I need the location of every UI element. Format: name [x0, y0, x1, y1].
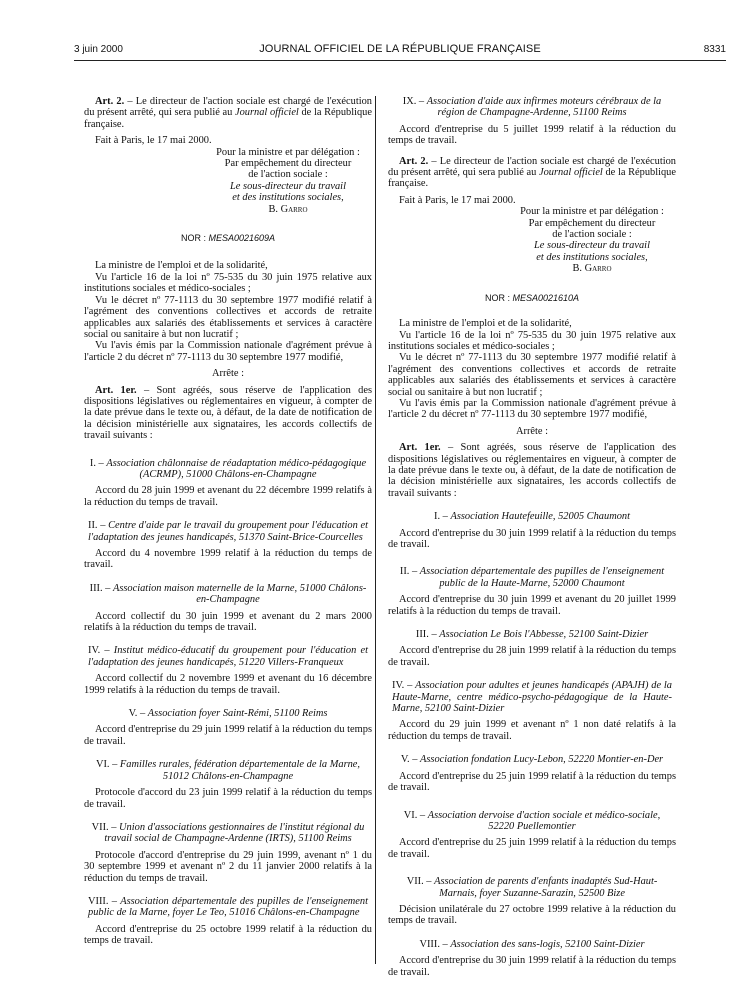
item-number: I. –	[434, 511, 451, 523]
item-body: Accord d'entreprise du 29 juin 1999 relatif à la réduction du temps de travail.	[84, 724, 372, 747]
nor-label: NOR :	[180, 233, 209, 244]
article-2	[388, 156, 676, 190]
item-number: I. –	[89, 457, 107, 469]
item-number: VIII. –	[419, 938, 451, 950]
signature-block	[204, 147, 372, 215]
article-1-text: – Sont agréés, sous réserve de l'application des dispositions législatives ou réglementaires en vigueur, à compter de la date prévue dans le texte ou, à défaut, de la date de notification de la décision ministérielle aux signataires, les accords collectifs de travail suivants :	[84, 384, 372, 442]
item-heading: Association départementale des pupilles de l'enseignement public de la Haute-Marne, 52000 Chaumont	[419, 566, 665, 589]
right-column	[388, 96, 676, 978]
item-heading: Association Hautefeuille, 52005 Chaumont	[450, 511, 630, 523]
article-2-text-a: – Le directeur de l'action sociale est chargé de l'exécution du présent arrêté, qui sera publié au	[84, 96, 372, 119]
item-body: Accord du 4 novembre 1999 relatif à la réduction du temps de travail.	[84, 548, 372, 571]
signature-block	[508, 206, 676, 274]
association-heading	[84, 759, 372, 782]
fait-a-paris: Fait à Paris, le 17 mai 2000.	[399, 194, 516, 206]
item-body: Accord d'entreprise du 25 juin 1999 relatif à la réduction du temps de travail.	[388, 837, 676, 860]
item-body: Protocole d'accord d'entreprise du 29 juin 1999, avenant nº 1 du 30 septembre 1999 et avenant nº 2 du 11 janvier 2000 relatifs à la réduction du temps de travail.	[84, 849, 372, 884]
item-number: VI. –	[403, 809, 428, 821]
item-number: III. –	[89, 582, 113, 594]
signature-line: Pour la ministre et par délégation :	[520, 206, 664, 218]
article-1-label: Art. 1er.	[399, 442, 441, 454]
signature-line: de l'action sociale :	[552, 229, 632, 241]
visa: Vu le décret nº 77-1113 du 30 septembre 1977 modifié relatif à l'agrément des conventions collectives et accords de retraite applicables aux salariés des établissements et services à caractère social ou sanitaire à but non lucratif ;	[388, 352, 676, 398]
item-number: IX. –	[402, 96, 427, 107]
item-body: Accord d'entreprise du 25 juin 1999 relatif à la réduction du temps de travail.	[388, 770, 676, 794]
visa: Vu le décret nº 77-1113 du 30 septembre 1977 modifié relatif à l'agrément des conventions collectives et accords de retraite applicables aux salariés des établissements et services à caractère social ou sanitaire à but non lucratif ;	[84, 294, 372, 340]
article-2-text-b: de la République française.	[388, 167, 676, 190]
visa: Vu l'article 16 de la loi nº 75-535 du 30 juin 1975 relative aux institutions sociales et médico-sociales ;	[84, 271, 372, 295]
ministre-line: La ministre de l'emploi et de la solidarité,	[95, 260, 268, 272]
item-heading: Association d'aide aux infirmes moteurs cérébraux de la région de Champagne-Ardenne, 51100 Reims	[426, 96, 662, 119]
arrete: Arrête :	[515, 425, 549, 437]
nor-code: MESA0021609A	[208, 233, 276, 244]
item-heading: Association foyer Saint-Rémi, 51100 Reims	[147, 708, 328, 720]
header-rule	[74, 60, 726, 61]
signature-line: Par empêchement du directeur	[528, 217, 656, 229]
association-heading	[388, 939, 676, 950]
signature-line: de l'action sociale :	[248, 169, 328, 181]
item-number: IV. –	[88, 645, 114, 657]
nor-label: NOR :	[484, 292, 513, 303]
item-number: III. –	[415, 629, 440, 641]
article-2-journal: Journal officiel	[234, 107, 299, 119]
association-heading	[388, 566, 676, 589]
visa: Vu l'avis émis par la Commission nationale d'agrément prévue à l'article 2 du décret nº 77-1113 du 30 septembre 1977 modifié,	[388, 397, 676, 421]
item-number: VII. –	[91, 821, 120, 833]
nor-code: MESA0021610A	[512, 292, 580, 303]
item-heading: Institut médico-éducatif du groupement pour l'éducation et l'adaptation des jeunes handicapés, 51220 Villers-Franqueux	[88, 645, 368, 668]
item-heading: Association de parents d'enfants inadaptés Sud-Haut-Marnais, foyer Suzanne-Sarazin, 52500 Bize	[434, 876, 658, 899]
association-heading	[388, 876, 676, 899]
nor-reference	[388, 293, 676, 304]
item-heading: Familles rurales, fédération départementale de la Marne, 51012 Châlons-en-Champagne	[119, 759, 361, 782]
item-number: V. –	[128, 708, 148, 720]
association-heading	[388, 511, 676, 522]
association-heading	[388, 754, 676, 765]
association-heading	[84, 708, 372, 719]
signature-name: B. Garro	[572, 263, 612, 275]
visa: Vu l'avis émis par la Commission nationale d'agrément prévue à l'article 2 du décret nº 77-1113 du 30 septembre 1977 modifié,	[84, 340, 372, 363]
item-heading: Association Le Bois l'Abbesse, 52100 Saint-Dizier	[439, 629, 649, 641]
article-2-text-b: de la République française.	[84, 107, 372, 130]
item-body: Accord d'entreprise du 25 octobre 1999 relatif à la réduction du temps de travail.	[84, 923, 372, 947]
item-number: VI. –	[95, 759, 120, 771]
item-heading: Association départementale des pupilles de l'enseignement public de la Marne, foyer Le Teo, 51016 Châlons-en-Champagne	[88, 895, 369, 919]
item-body: Accord d'entreprise du 5 juillet 1999 relatif à la réduction du temps de travail.	[388, 123, 676, 147]
item-heading: Association pour adultes et jeunes handicapés (APAJH) de la Haute-Marne, centre médico-psycho-pédagogique de la Haute-Marne, 52100 Saint-Dizier	[392, 680, 672, 715]
signature-line: et des institutions sociales,	[536, 251, 648, 263]
association-heading	[84, 896, 372, 919]
item-heading: Association fondation Lucy-Lebon, 52220 Montier-en-Der	[420, 754, 664, 766]
article-2-text-a: – Le directeur de l'action sociale est chargé de l'exécution du présent arrêté, qui sera publié au	[388, 155, 676, 179]
item-body: Accord d'entreprise du 30 juin 1999 relatif à la réduction du temps de travail.	[388, 527, 676, 550]
signature-line: Pour la ministre et par délégation :	[216, 146, 360, 158]
signature-line: Par empêchement du directeur	[224, 158, 352, 170]
item-body: Accord d'entreprise du 28 juin 1999 relatif à la réduction du temps de travail.	[388, 645, 676, 668]
item-body: Protocole d'accord du 23 juin 1999 relatif à la réduction du temps de travail.	[84, 787, 372, 810]
item-heading: Association maison maternelle de la Marne, 51000 Châlons-en-Champagne	[112, 582, 367, 606]
association-heading	[84, 822, 372, 845]
article-1-text: – Sont agréés, sous réserve de l'application des dispositions législatives ou réglementaires en vigueur, à compter de la date prévue dans le texte ou, à défaut, de la date de notification de la décision ministérielle aux signataires, les accords collectifs de travail suivants :	[388, 442, 676, 499]
item-heading: Association dervoise d'action sociale et médico-sociale, 52220 Puellemontier	[427, 809, 661, 832]
association-heading	[84, 458, 372, 481]
signature-line: Le sous-directeur du travail	[534, 240, 650, 252]
ministre-line: La ministre de l'emploi et de la solidarité,	[399, 318, 572, 330]
article-2-journal: Journal officiel	[538, 167, 603, 179]
item-number: II. –	[88, 520, 109, 532]
association-heading	[388, 96, 676, 119]
item-body: Accord d'entreprise du 30 juin 1999 relatif à la réduction du temps de travail.	[388, 955, 676, 978]
visa: Vu l'article 16 de la loi nº 75-535 du 30 juin 1975 relative aux institutions sociales et médico-sociales ;	[388, 329, 676, 352]
item-heading: Centre d'aide par le travail du groupement pour l'éducation et l'adaptation des jeunes handicapés, 51370 Saint-Brice-Courcelles	[88, 520, 368, 543]
item-body: Accord d'entreprise du 30 juin 1999 et avenant du 20 juillet 1999 relatifs à la réduction du temps de travail.	[388, 594, 676, 617]
signature-name: B. Garro	[268, 203, 308, 215]
association-heading	[84, 583, 372, 606]
article-2	[84, 96, 372, 130]
article-2-label: Art. 2.	[399, 155, 429, 167]
item-heading: Association des sans-logis, 52100 Saint-Dizier	[450, 938, 645, 950]
item-heading: Union d'associations gestionnaires de l'institut régional du travail social de Champagne-Ardenne (IRTS), 51100 Reims	[104, 821, 365, 845]
signature-line: et des institutions sociales,	[232, 192, 344, 204]
fait-a-paris: Fait à Paris, le 17 mai 2000.	[95, 135, 212, 147]
column-divider	[375, 96, 376, 964]
association-heading	[388, 680, 676, 714]
header-page-number: 8331	[703, 44, 726, 55]
item-body: Accord du 29 juin 1999 et avenant nº 1 non daté relatifs à la réduction du temps de travail.	[388, 719, 676, 742]
item-body: Accord collectif du 30 juin 1999 et avenant du 2 mars 2000 relatifs à la réduction du temps de travail.	[84, 610, 372, 634]
article-2-label: Art. 2.	[95, 96, 125, 107]
item-number: VII. –	[406, 876, 435, 888]
article-1	[84, 385, 372, 442]
signature-line: Le sous-directeur du travail	[230, 180, 346, 192]
association-heading	[84, 520, 372, 543]
header-title: JOURNAL OFFICIEL DE LA RÉPUBLIQUE FRANÇAISE	[259, 43, 541, 55]
item-number: II. –	[399, 566, 420, 578]
article-1-label: Art. 1er.	[95, 384, 137, 396]
item-body: Accord collectif du 2 novembre 1999 et avenant du 16 décembre 1999 relatifs à la réduction du temps de travail.	[84, 673, 372, 696]
page-header	[74, 44, 726, 58]
item-heading: Association châlonnaise de réadaptation médico-pédagogique (ACRMP), 51000 Châlons-en-Champagne	[106, 457, 367, 480]
association-heading	[84, 645, 372, 668]
article-1	[388, 442, 676, 499]
arrete: Arrête :	[211, 368, 245, 380]
left-column	[84, 96, 372, 947]
nor-reference	[84, 233, 372, 244]
item-number: VIII. –	[88, 895, 121, 907]
association-heading	[388, 810, 676, 833]
header-date: 3 juin 2000	[74, 44, 123, 55]
item-number: IV. –	[392, 680, 416, 692]
item-number: V. –	[400, 754, 421, 766]
item-body: Décision unilatérale du 27 octobre 1999 relative à la réduction du temps de travail.	[388, 903, 676, 927]
item-body: Accord du 28 juin 1999 et avenant du 22 décembre 1999 relatifs à la réduction du temps de travail.	[84, 485, 372, 508]
association-heading	[388, 629, 676, 640]
